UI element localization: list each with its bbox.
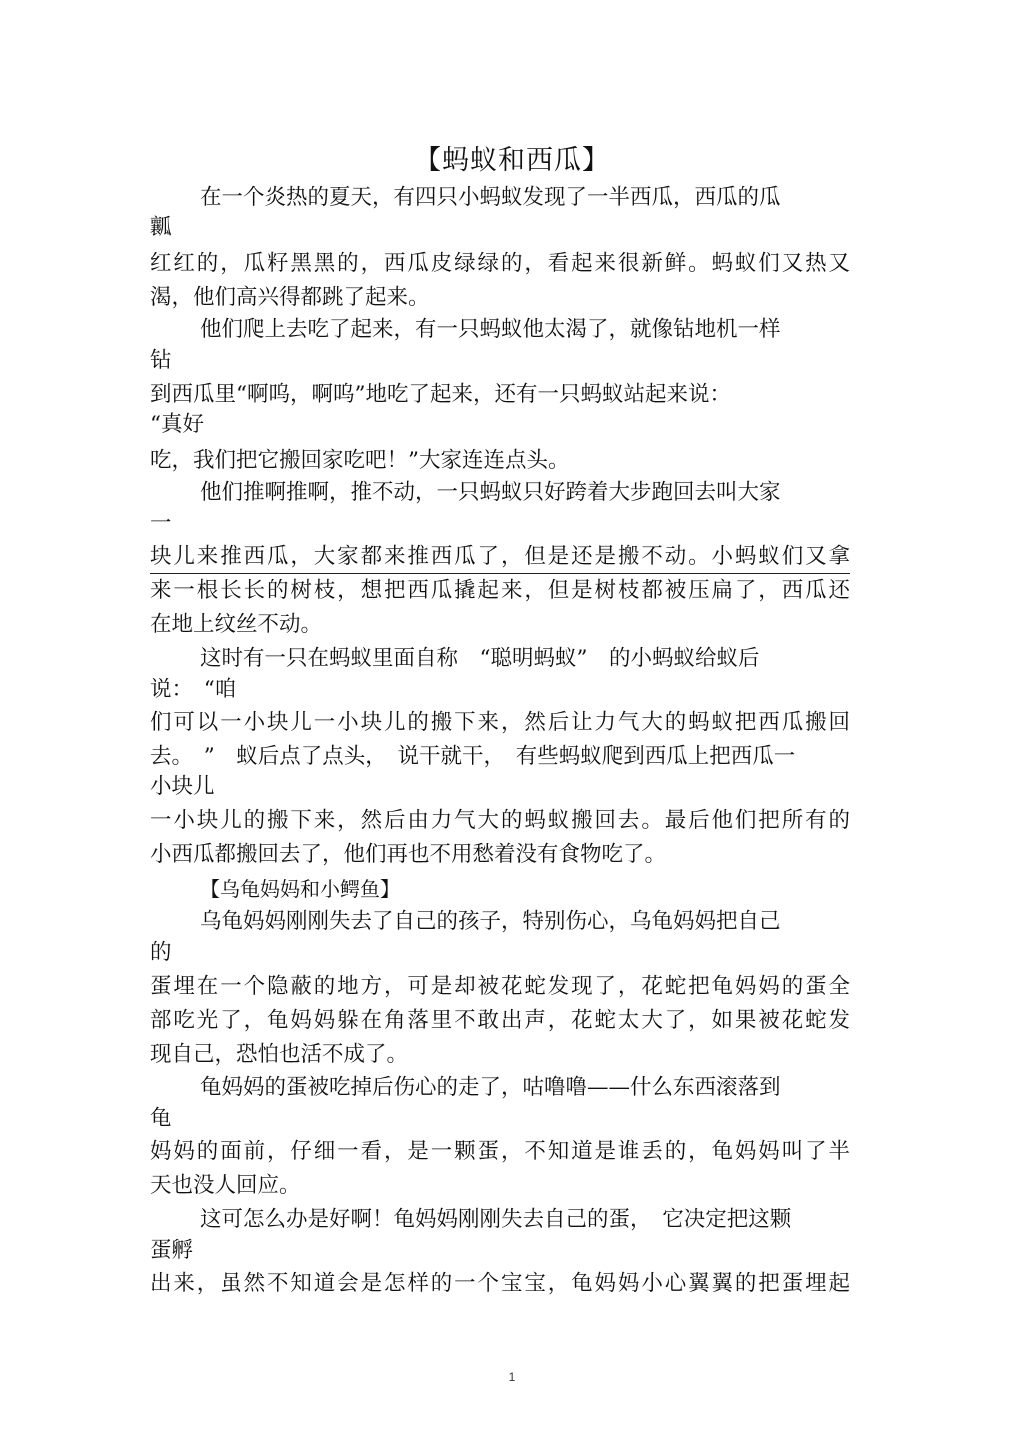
paragraph-line: 小西瓜都搬回去了，他们再也不用愁着没有食物吃了。 — [150, 842, 667, 867]
paragraph-line: 天也没人回应。 — [150, 1173, 301, 1198]
story-title-turtle-and-crocodile: 【乌龟妈妈和小鳄鱼】 — [200, 877, 400, 901]
paragraph-line: 块儿来推西瓜，大家都来推西瓜了，但是还是搬不动。小蚂蚁们又拿 — [150, 544, 850, 569]
paragraph-line: 来一根长长的树枝，想把西瓜撬起来，但是树枝都被压扁了，西瓜还 — [150, 578, 850, 603]
paragraph-line: 他们爬上去吃了起来，有一只蚂蚁他太渴了，就像钻地机一样 — [200, 317, 781, 342]
paragraph-line: 红红的，瓜籽黑黑的，西瓜皮绿绿的，看起来很新鲜。蚂蚁们又热又 — [150, 251, 850, 276]
page-number: 1 — [508, 1370, 516, 1384]
paragraph-line: 龟妈妈的蛋被吃掉后伤心的走了，咕噜噜——什么东西滚落到 — [200, 1075, 781, 1100]
paragraph-line: 妈妈的面前，仔细一看，是一颗蛋，不知道是谁丢的，龟妈妈叫了半 — [150, 1139, 850, 1164]
paragraph-line: 蛋孵 — [150, 1238, 194, 1263]
paragraph-line: 小块儿 — [150, 774, 215, 799]
paragraph-line: 一小块儿的搬下来，然后由力气大的蚂蚁搬回去。最后他们把所有的 — [150, 808, 850, 833]
paragraph-line: 的 — [150, 940, 172, 965]
paragraph-line: 部吃光了，龟妈妈躲在角落里不敢出声，花蛇太大了，如果被花蛇发 — [150, 1008, 850, 1033]
paragraph-line: 瓤 — [150, 215, 172, 240]
paragraph-line: 钻 — [150, 348, 172, 373]
paragraph-line: 渴，他们高兴得都跳了起来。 — [150, 285, 430, 310]
paragraph-line: 说： “咱 — [150, 677, 237, 702]
paragraph-line: 到西瓜里“啊呜，啊呜”地吃了起来，还有一只蚂蚁站起来说： — [150, 382, 731, 407]
horizontal-rule — [150, 573, 850, 574]
paragraph-line: 们可以一小块儿一小块儿的搬下来，然后让力气大的蚂蚁把西瓜搬回 — [150, 710, 850, 735]
paragraph-line: 他们推啊推啊，推不动，一只蚂蚁只好跨着大步跑回去叫大家 — [200, 480, 781, 505]
paragraph-line: “真好 — [150, 412, 204, 437]
story-title-ants-and-watermelon: 【蚂蚁和西瓜】 — [414, 145, 610, 176]
paragraph-line: 蛋埋在一个隐蔽的地方，可是却被花蛇发现了，花蛇把龟妈妈的蛋全 — [150, 974, 850, 999]
paragraph-line: 这可怎么办是好啊！龟妈妈刚刚失去自己的蛋， 它决定把这颗 — [200, 1207, 792, 1232]
paragraph-line: 乌龟妈妈刚刚失去了自己的孩子，特别伤心，乌龟妈妈把自己 — [200, 909, 781, 934]
paragraph-line: 这时有一只在蚂蚁里面自称 “聪明蚂蚁” 的小蚂蚁给蚁后 — [200, 646, 760, 671]
paragraph-line: 在地上纹丝不动。 — [150, 612, 323, 637]
paragraph-line: 一 — [150, 511, 172, 536]
paragraph-line: 现自己，恐怕也活不成了。 — [150, 1042, 409, 1067]
paragraph-line: 吃，我们把它搬回家吃吧！”大家连连点头。 — [150, 448, 570, 473]
paragraph-line: 在一个炎热的夏天，有四只小蚂蚁发现了一半西瓜，西瓜的瓜 — [200, 185, 781, 210]
paragraph-line: 去。 ” 蚁后点了点头， 说干就干， 有些蚂蚁爬到西瓜上把西瓜一 — [150, 744, 796, 769]
paragraph-line: 出来，虽然不知道会是怎样的一个宝宝，龟妈妈小心翼翼的把蛋埋起 — [150, 1271, 850, 1296]
paragraph-line: 龟 — [150, 1106, 172, 1131]
